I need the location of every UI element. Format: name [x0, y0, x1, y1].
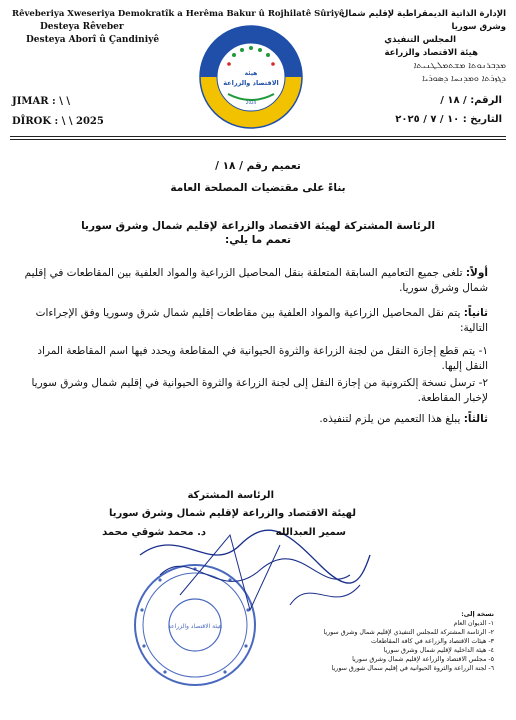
clause-second-text: يتم نقل المحاصيل الزراعية والمواد العلفية بين مقاطعات إقليم شمال شرق وسوريا وفق الإجراءات التالية:	[35, 307, 488, 334]
header-right-line1: الإدارة الذاتية الديمقراطية لإقليم شمال وشرق سوريا	[341, 9, 506, 32]
cc-item: ٣- هيئات الاقتصاد والزراعة في كافة المقاطعات	[370, 638, 494, 645]
circular-title: تعميم رقم / ١٨ /	[215, 160, 301, 172]
cc-item: ٤- هيئة الداخلية لإقليم شمال وشرق سوريا	[383, 647, 494, 654]
header-right-line5: ܕܓܙܪܬܐ ܘܡܕܢܚܐ ܕܣܘܪܝܐ	[422, 74, 506, 84]
number-left: JIMAR : \ \	[12, 96, 70, 107]
circulates-line: تعمم ما يلي:	[225, 234, 291, 246]
header-divider-1	[10, 136, 506, 137]
stamp-center-text: هيئة الاقتصاد والزراعة	[167, 623, 223, 630]
number-right: الرقم: / ١٨ /	[440, 95, 502, 106]
date-right: التاريخ : ١٠ / ٧ / ٢٠٢٥	[395, 114, 502, 125]
header-left-line1: Rêveberiya Xweseriya Demokratîk a Herêma Bakur û Rojhilatê Sûriyê	[12, 9, 345, 19]
header-right-line4: ܡܕܒܪܢܘܬܐ ܡܫܬܡܠܛܢܝܬܐ	[413, 61, 506, 71]
authority-line: الرئاسة المشتركة لهيئة الاقتصاد والزراعة لإقليم شمال وشرق سوريا	[81, 220, 435, 232]
logo-year: 2024	[245, 100, 257, 105]
clause-third-label: ثالثاً:	[463, 413, 488, 425]
clause-third-text: يبلغ هذا التعميم من يلزم لتنفيذه.	[319, 413, 464, 425]
logo-center-text: الاقتصاد والزراعة	[223, 79, 279, 87]
cc-heading: نسخة إلى:	[461, 611, 494, 618]
signature-authority: لهيئة الاقتصاد والزراعة لإقليم شمال وشرق سوريا	[109, 508, 356, 519]
header-left-line3: Desteya Aborî û Çandiniyê	[26, 35, 160, 45]
clause-second-label: ثانياً:	[463, 307, 488, 319]
cc-item: ٢- الرئاسة المشتركة للمجلس التنفيذي لإقليم شمال وشرق سوريا	[323, 629, 494, 636]
header-divider-2	[10, 139, 506, 140]
date-left: DÎROK : \ \ 2025	[12, 116, 104, 127]
clause-first-text: تلغى جميع التعاميم السابقة المتعلقة بنقل المحاصيل الزراعية والمواد العلفية بين المقاطعات في إقليم شمال وشرق سوريا.	[24, 267, 488, 294]
cc-list	[254, 610, 494, 673]
clause-second	[18, 306, 488, 336]
header-left-line2: Desteya Rêveber	[40, 22, 124, 32]
header-right-line2: المجلس التنفيذي	[384, 35, 456, 45]
signature-name-2: د. محمد شوقي محمد	[102, 527, 206, 538]
clause-first	[18, 266, 488, 296]
clause-item-1: ١- يتم قطع إجازة النقل من لجنة الزراعة والثروة الحيوانية في المقاطعة ويحدد فيها اسم المقاطعة المراد النقل إليها.	[37, 345, 488, 372]
clause-item-2: ٢- ترسل نسخة إلكترونية من إجازة النقل إلى لجنة الزراعة والثروة الحيوانية في إقليم شمال وشرق سوريا لإخبار المقاطعة.	[31, 377, 488, 404]
clause-third	[18, 412, 488, 427]
logo-top-text: هيئة	[244, 70, 258, 77]
clause-first-label: أولاً:	[465, 267, 488, 279]
circular-subtitle: بناءً على مقتضيات المصلحة العامة	[170, 182, 346, 194]
organization-logo	[198, 24, 304, 130]
cc-item: ٥- مجلس الاقتصاد والزراعة لإقليم شمال وشرق سوريا	[352, 656, 494, 663]
signature-title: الرئاسة المشتركة	[187, 490, 274, 501]
header-right-line3: هيئة الاقتصاد والزراعة	[384, 48, 478, 58]
header-right-block	[341, 8, 506, 86]
signature-name-1: سمير العبدالله	[275, 527, 346, 538]
cc-item: ١- الديوان العام	[453, 620, 494, 627]
cc-item: ٦- لجنة الزراعة والثروة الحيوانية في إقليم سمال شورق سوريا	[331, 665, 494, 672]
